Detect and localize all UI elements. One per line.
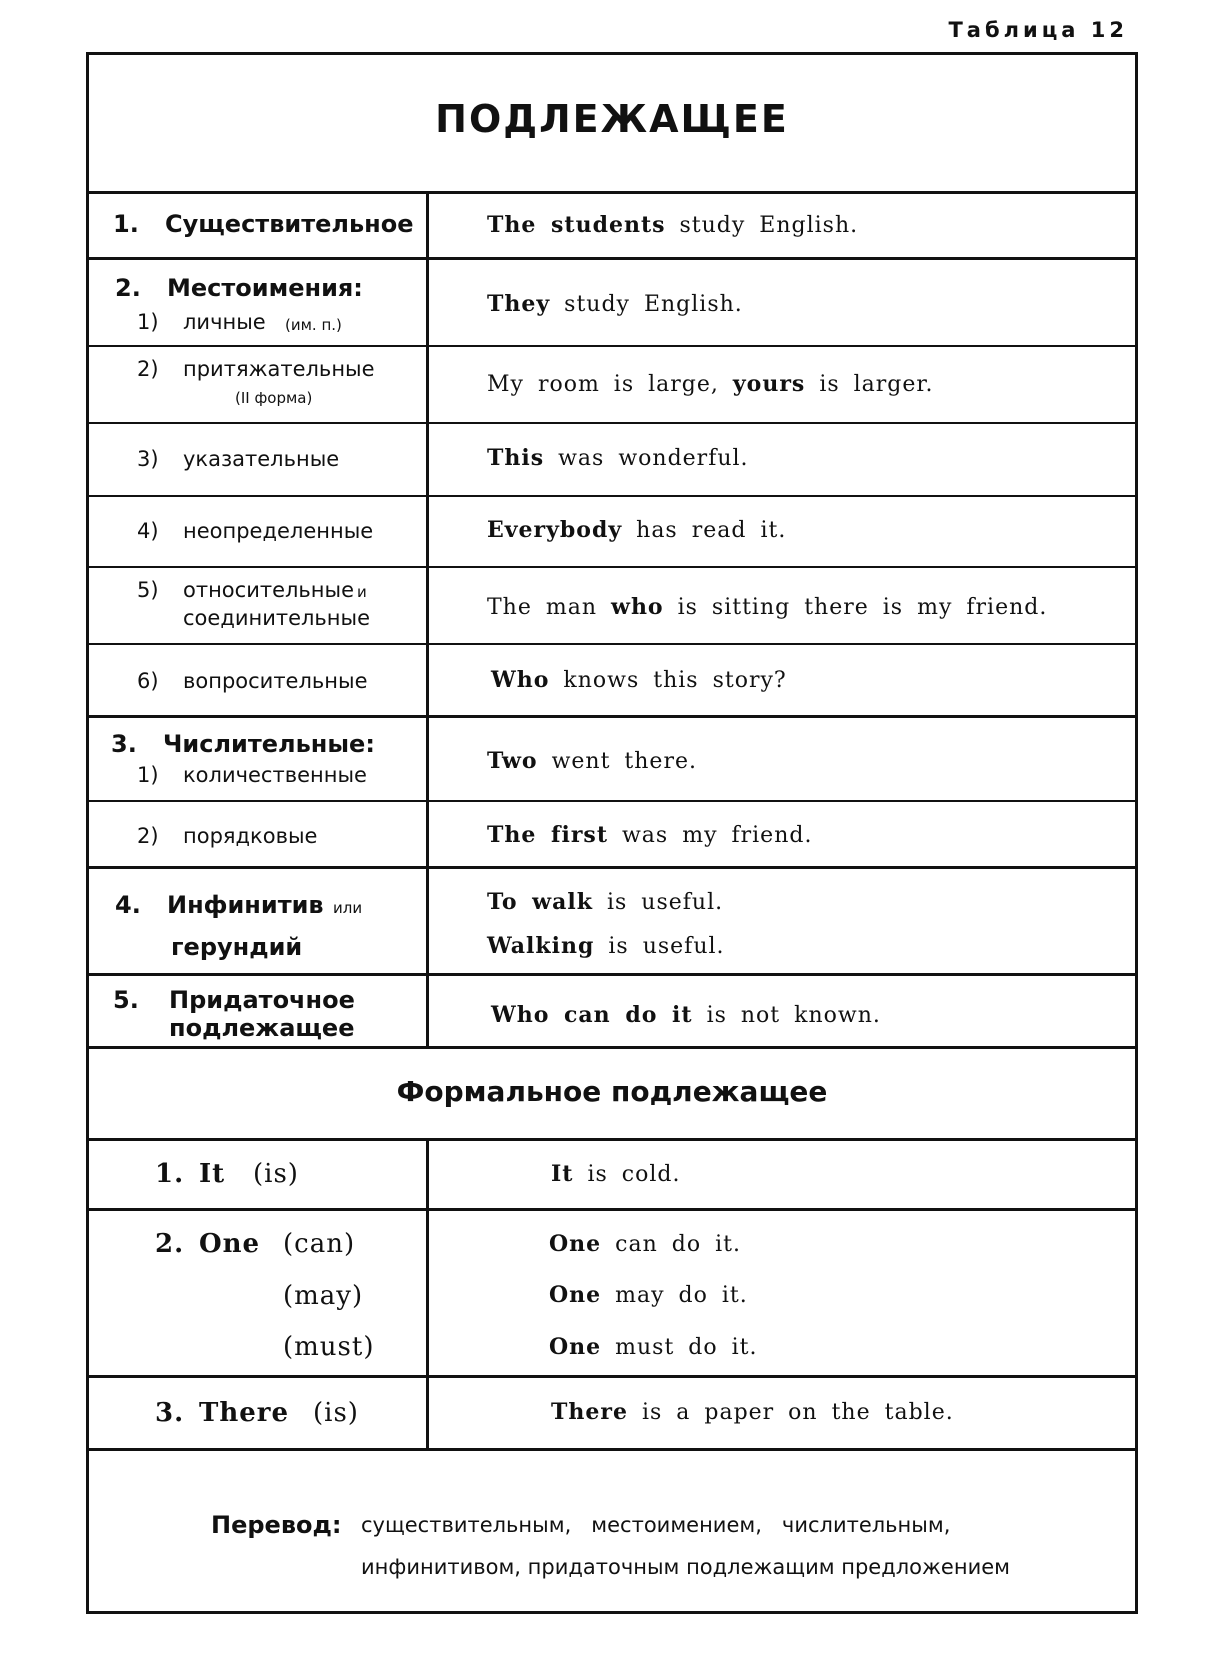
section-header <box>89 1049 1135 1141</box>
table-row <box>89 802 1135 869</box>
emphasized-subject: yours <box>732 371 806 397</box>
sentence-text: went there. <box>537 749 697 774</box>
emphasized-subject: Everybody <box>487 517 623 543</box>
sub-number: 4) <box>137 519 159 543</box>
sentence-text: is cold. <box>573 1162 681 1187</box>
formal-verb: (must) <box>283 1332 375 1362</box>
table-row <box>89 1141 1135 1211</box>
row-number: 4. <box>115 891 141 919</box>
sentence-text: My room is large, <box>487 372 733 397</box>
sentence-text: can do it. <box>601 1232 741 1257</box>
example-sentence <box>551 1161 680 1187</box>
emphasized-subject: The students <box>487 212 666 238</box>
emphasized-subject: Two <box>487 748 538 774</box>
grammar-table <box>86 52 1138 1614</box>
example-sentence <box>487 291 743 317</box>
sub-number: 6) <box>137 669 159 693</box>
emphasized-subject: Walking <box>487 933 595 959</box>
row-number: 2. <box>155 1229 185 1259</box>
table-row <box>89 645 1135 718</box>
emphasized-subject: who <box>611 594 664 620</box>
conjunction: и <box>357 583 367 601</box>
emphasized-subject: This <box>487 445 545 471</box>
sub-number: 5) <box>137 578 159 602</box>
translation-text: существительным, местоимением, числительным, <box>361 1513 951 1537</box>
example-sentence <box>487 822 812 848</box>
example-sentence <box>487 517 786 543</box>
sub-note: (им. п.) <box>285 316 342 334</box>
sub-number: 2) <box>137 824 159 848</box>
example-sentence <box>487 594 1047 620</box>
section-title: Формальное подлежащее <box>396 1075 828 1108</box>
sub-label: соединительные <box>183 606 371 630</box>
sentence-text: knows this story? <box>549 668 787 693</box>
translation-label: Перевод: <box>211 1511 342 1539</box>
table-number-label: Таблица 12 <box>948 18 1128 42</box>
sentence-text: is useful. <box>592 890 724 915</box>
sub-label: указательные <box>183 447 340 471</box>
formal-verb: (may) <box>283 1281 364 1311</box>
sub-note: (II форма) <box>235 389 313 407</box>
example-sentence <box>491 667 787 693</box>
emphasized-subject: To walk <box>487 889 593 915</box>
emphasized-subject: There <box>551 1399 628 1425</box>
row-number: 3. <box>111 730 137 758</box>
translation-text: инфинитивом, придаточным подлежащим предложением <box>361 1555 1010 1579</box>
sub-label: притяжательные <box>183 357 375 381</box>
row-label: герундий <box>171 933 303 961</box>
sub-label: личные <box>183 310 266 334</box>
row-label: Инфинитив <box>167 891 324 919</box>
emphasized-subject: They <box>487 291 551 317</box>
row-label: Придаточное <box>169 986 355 1014</box>
example-sentence <box>487 933 725 959</box>
sentence-text: is sitting there is my friend. <box>663 595 1048 620</box>
formal-verb: (is) <box>313 1398 359 1428</box>
emphasized-subject: It <box>551 1161 574 1187</box>
row-label: подлежащее <box>169 1014 355 1042</box>
table-row <box>89 976 1135 1049</box>
example-sentence <box>487 445 749 471</box>
row-number: 5. <box>113 986 139 1014</box>
table-row <box>89 1378 1135 1451</box>
table-row <box>89 191 1135 260</box>
row-label: Местоимения: <box>167 274 363 302</box>
sub-label: относительные <box>183 578 355 602</box>
row-number: 2. <box>115 274 141 302</box>
sub-label: порядковые <box>183 824 318 848</box>
conjunction: или <box>333 899 363 917</box>
example-sentence <box>549 1231 741 1257</box>
sub-number: 2) <box>137 357 159 381</box>
table-row <box>89 718 1135 802</box>
page-title: ПОДЛЕЖАЩЕЕ <box>435 97 789 141</box>
table-row <box>89 497 1135 568</box>
formal-verb: (can) <box>283 1229 356 1259</box>
sentence-text: is larger. <box>805 372 934 397</box>
table-row <box>89 1211 1135 1378</box>
formal-subject: There <box>199 1398 290 1428</box>
emphasized-subject: One <box>549 1231 602 1257</box>
emphasized-subject: Who can do it <box>491 1002 693 1028</box>
sentence-text: has read it. <box>622 518 787 543</box>
row-number: 1. <box>113 210 139 238</box>
emphasized-subject: Who <box>491 667 550 693</box>
sentence-text: The man <box>487 595 611 620</box>
example-sentence <box>487 212 858 238</box>
sentence-text: must do it. <box>601 1335 758 1360</box>
example-sentence <box>549 1282 748 1308</box>
sub-number: 1) <box>137 310 159 334</box>
sentence-text: is useful. <box>594 934 725 959</box>
title-box <box>89 55 1135 194</box>
sub-number: 3) <box>137 447 159 471</box>
sentence-text: was wonderful. <box>544 446 749 471</box>
row-number: 1. <box>155 1159 185 1189</box>
example-sentence <box>487 889 723 915</box>
example-sentence <box>549 1334 758 1360</box>
formal-subject: One <box>199 1229 261 1259</box>
sub-label: количественные <box>183 763 367 787</box>
sentence-text: is not known. <box>692 1003 881 1028</box>
sub-label: неопределенные <box>183 519 374 543</box>
row-number: 3. <box>155 1398 185 1428</box>
table-row <box>89 347 1135 424</box>
emphasized-subject: One <box>549 1334 602 1360</box>
sentence-text: study English. <box>665 213 859 238</box>
formal-verb: (is) <box>253 1159 299 1189</box>
sentence-text: is a paper on the table. <box>627 1400 954 1425</box>
table-row <box>89 869 1135 976</box>
example-sentence <box>487 748 697 774</box>
example-sentence <box>487 371 934 397</box>
row-label: Числительные: <box>163 730 375 758</box>
sentence-text: was my friend. <box>607 823 813 848</box>
table-row <box>89 260 1135 347</box>
sub-label: вопросительные <box>183 669 368 693</box>
table-row <box>89 424 1135 497</box>
example-sentence <box>491 1002 881 1028</box>
sentence-text: study English. <box>550 292 743 317</box>
sentence-text: may do it. <box>601 1283 748 1308</box>
sub-number: 1) <box>137 763 159 787</box>
emphasized-subject: One <box>549 1282 602 1308</box>
formal-subject: It <box>199 1159 226 1189</box>
example-sentence <box>551 1399 954 1425</box>
table-row <box>89 568 1135 645</box>
row-label: Существительное <box>165 210 414 238</box>
emphasized-subject: The first <box>487 822 608 848</box>
